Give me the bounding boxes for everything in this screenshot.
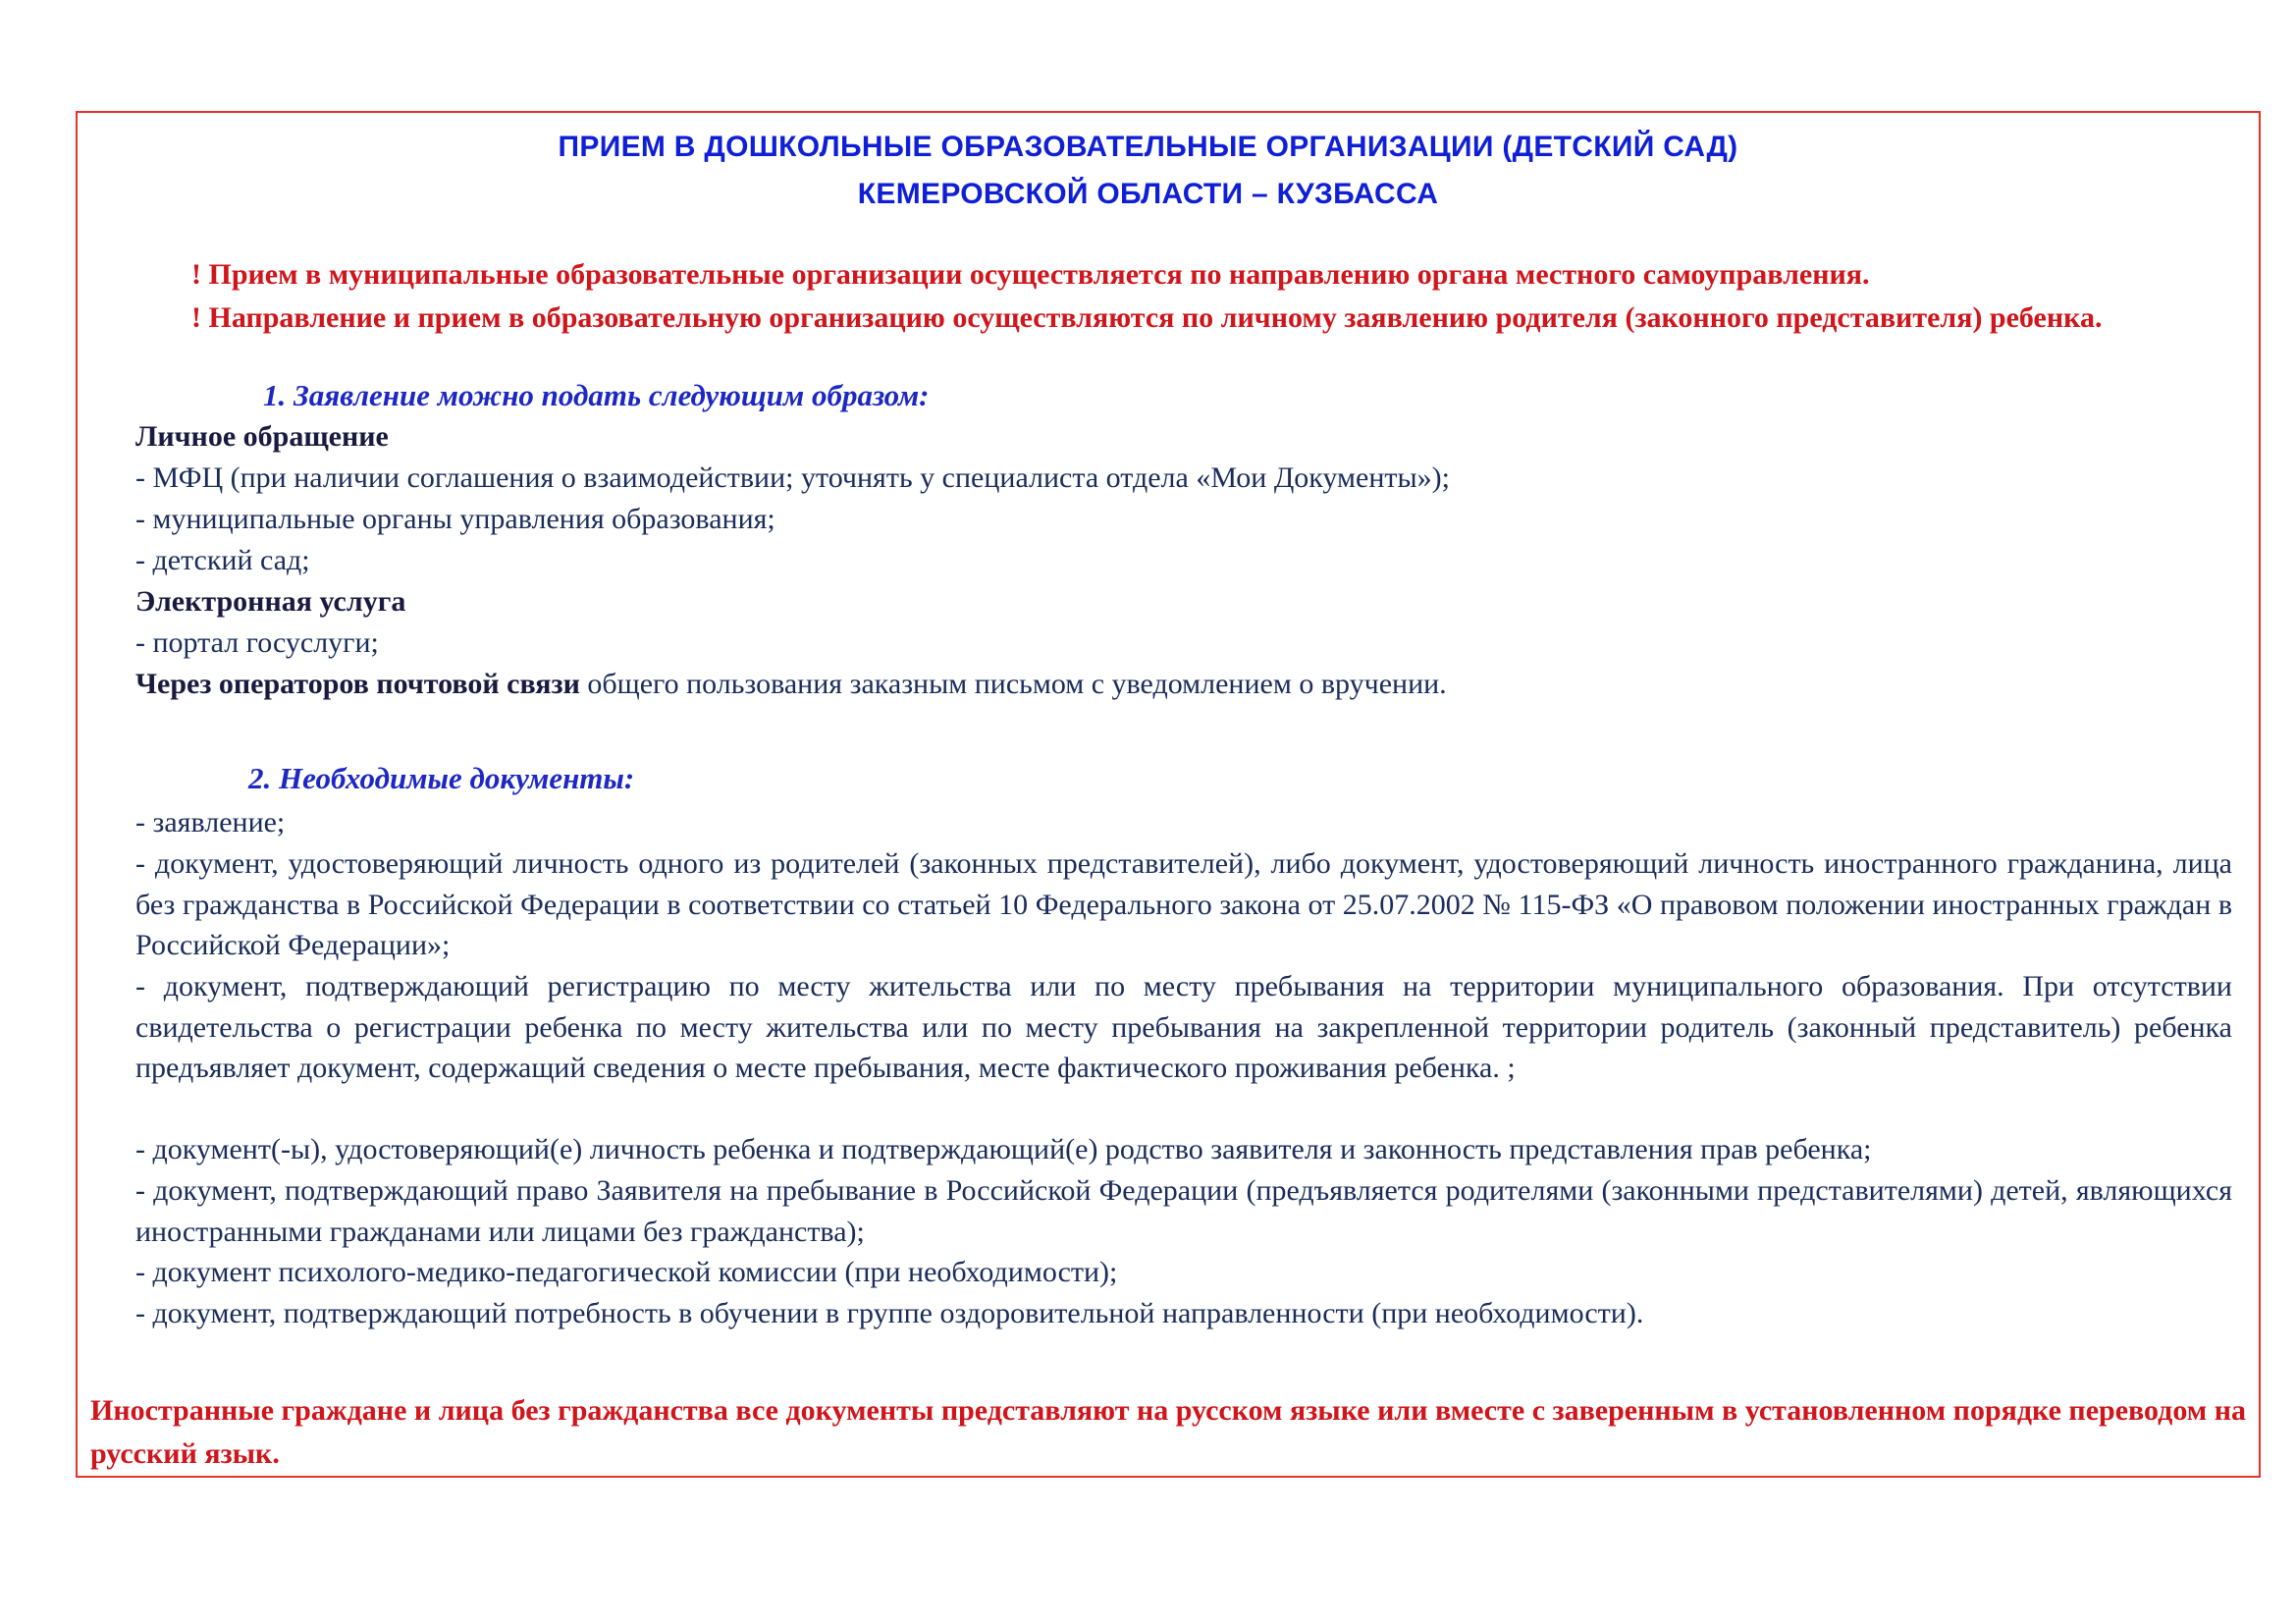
note-admission: ! Прием в муниципальные образовательные организации осуществляется по направлению органа местного самоуправления. — [191, 258, 1870, 291]
list-item: - детский сад; — [135, 544, 310, 576]
document-item: - документ, подтверждающий регистрацию по месту жительства или по месту пребывания на территории муниципального образования. При отсутствии свидетельства о регистрации ребенка по месту жительства или по месту пребывания на закрепленной территории родитель (законный представитель) ребенка предъявляет документ, содержащий сведения о месте пребывания, месте фактического проживания ребенка. ; — [135, 970, 2232, 1084]
foreign-citizens-note: Иностранные граждане и лица без гражданства все документы представляют на русском языке или вместе с заверенным в установленном порядке переводом на русский язык. — [90, 1394, 2246, 1470]
postal-option-bold: Через операторов почтовой связи — [135, 668, 580, 700]
electronic-service-heading: Электронная услуга — [135, 585, 406, 618]
document-item: - документ(-ы), удостоверяющий(е) личность ребенка и подтверждающий(е) родство заявителя и законность представления прав ребенка; — [135, 1133, 1872, 1165]
list-item: - муниципальные органы управления образования; — [135, 503, 775, 535]
list-item: - портал госуслуги; — [135, 626, 379, 659]
document-item: - документ психолого-медико-педагогической комиссии (при необходимости); — [135, 1256, 1118, 1288]
page-title-line2: КЕМЕРОВСКОЙ ОБЛАСТИ – КУЗБАССА — [857, 178, 1439, 210]
section2-heading: 2. Необходимые документы: — [248, 761, 635, 795]
postal-option — [135, 668, 2236, 701]
page-title-line1: ПРИЕМ В ДОШКОЛЬНЫЕ ОБРАЗОВАТЕЛЬНЫЕ ОРГАНИЗАЦИИ (ДЕТСКИЙ САД) — [558, 131, 1738, 163]
note-application: ! Направление и прием в образовательную организацию осуществляются по личному заявлению родителя (законного представителя) ребенка. — [191, 301, 2103, 334]
postal-option-text: общего пользования заказным письмом с уведомлением о вручении. — [579, 668, 1447, 700]
document-item: - документ, подтверждающий право Заявителя на пребывание в Российской Федерации (предъявляется родителями (законными представителями) детей, являющихся иностранными гражданами или лицами без гражданства); — [135, 1174, 2232, 1248]
personal-visit-heading: Личное обращение — [135, 420, 389, 453]
document-item: - документ, удостоверяющий личность одного из родителей (законных представителей), либо документ, удостоверяющий личность иностранного гражданина, лица без гражданства в Российской Федерации в соответствии со статьей 10 Федерального закона от 25.07.2002 № 115-ФЗ «О правовом положении иностранных граждан в Российской Федерации»; — [135, 847, 2232, 961]
document-item: - заявление; — [135, 806, 286, 839]
document-item: - документ, подтверждающий потребность в обучении в группе оздоровительной направленности (при необходимости). — [135, 1297, 1644, 1329]
list-item: - МФЦ (при наличии соглашения о взаимодействии; уточнять у специалиста отдела «Мои Документы»); — [135, 461, 1450, 494]
section1-heading: 1. Заявление можно подать следующим образом: — [263, 378, 930, 412]
